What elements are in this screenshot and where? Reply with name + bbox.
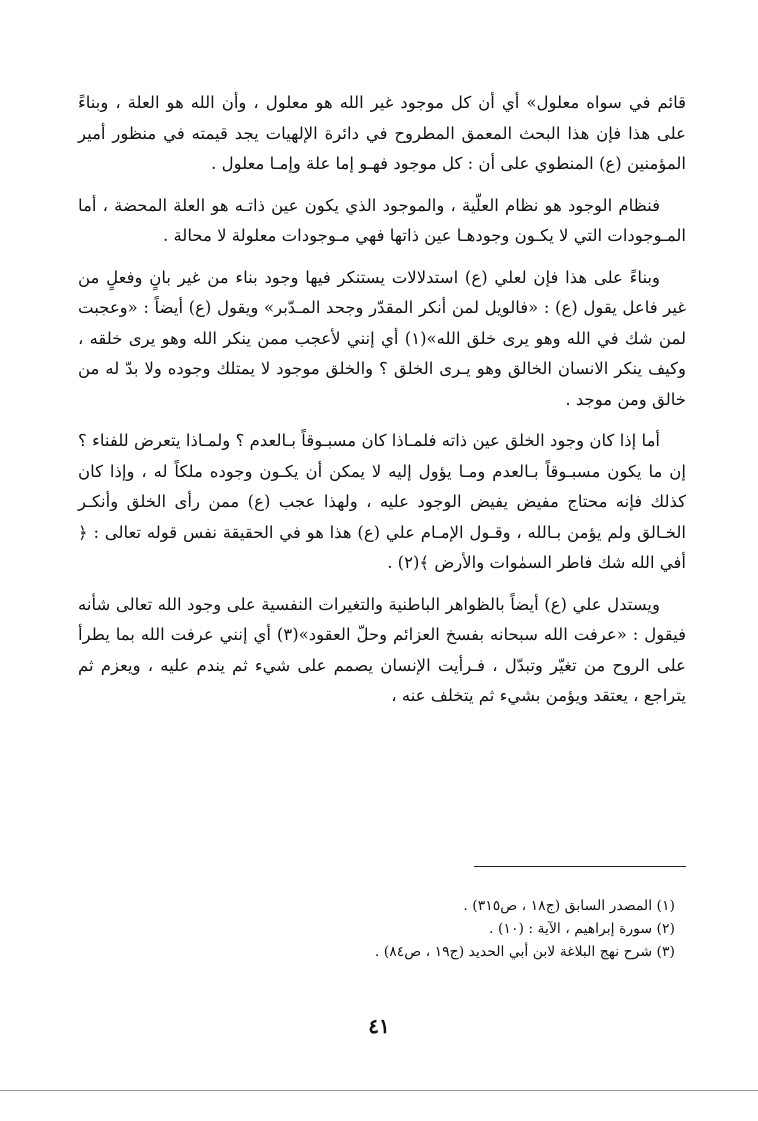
footnotes	[115, 895, 675, 964]
paragraph-1: قائم في سواه معلول» أي أن كل موجود غير الله هو معلول ، وأن الله هو العلة ، وبناءً على هذا فإن هذا البحث المعمق المطروح في دائرة الإلهيات يجد قيمته في منظور أمير المؤمنين (ع) المنطوي على أن : كل موجود فهـو إما علة وإمـا معلول .	[78, 93, 686, 173]
paragraph-2: فنظام الوجود هو نظام العلّية ، والموجود الذي يكون عين ذاتـه هو العلة المحضة ، أما المـوجودات التي لا يكـون وجودهـا عين ذاتها فهي مـوجودات معلولة لا محالة .	[78, 195, 686, 245]
page-number: ٤١	[368, 1014, 390, 1038]
footnote-3: (٣) شرح نهج البلاغة لابن أبي الحديد (ج١٩ ، ص٨٤) .	[374, 944, 675, 960]
paragraph-4: أما إذا كان وجود الخلق عين ذاته فلمـاذا كان مسبـوقاً بـالعدم ؟ ولمـاذا يتعرض للفناء ؟ إن ما يكون مسبـوقاً بـالعدم ومـا يؤول إليه لا يمكن أن يكـون وجوده ملكاً له ، وإذا كان كذلك فإنه محتاج مفيض يفيض الوجود عليه ، ولهذا عجب (ع) ممن رأى الخلق وأنكـر الخـالق ولم يؤمن بـالله ، وقـول الإمـام علي (ع) هذا هو في الحقيقة نفس قوله تعالى : ﴿ أفي الله شك فاطر السمٰوات والأرض ﴾(٢) .	[78, 431, 686, 572]
page-body	[78, 88, 686, 723]
paragraph-3: وبناءً على هذا فإن لعلي (ع) استدلالات يستنكر فيها وجود بناء من غير بانٍ وفعلٍ من غير فاعل يقول (ع) : «فالويل لمن أنكر المقدّر وجحد المـدّبر» ويقول (ع) أيضاً : «وعجبت لمن شك في الله وهو يرى خلق الله»(١) أي إنني لأعجب ممن ينكر الله وهو يرى خلقه ، وكيف ينكر الانسان الخالق وهو يـرى الخلق ؟ والخلق موجود لا يمتلك وجوده ولا بدّ له من خالق ومن موجد .	[78, 267, 687, 409]
scan-edge-line	[0, 1090, 758, 1091]
footnote-1: (١) المصدر السابق (ج١٨ ، ص٣١٥) .	[463, 898, 675, 914]
footnote-divider	[474, 866, 686, 867]
footnote-2: (٢) سورة إبراهيم ، الآية : (١٠) .	[489, 921, 675, 937]
paragraph-5: ويستدل علي (ع) أيضاً بالظواهر الباطنية والتغيرات النفسية على وجود الله تعالى شأنه فيقول : «عرفت الله سبحانه بفسخ العزائم وحلّ العقود»(٣) أي إنني عرفت الله بما يطرأ على الروح من تغيّر وتبدّل ، فـرأيت الإنسان يصمم على شيء ثم يندم عليه ، ويعزم ثم يتراجع ، يعتقد ويؤمن بشيء ثم يتخلف عنه ،	[78, 594, 686, 705]
